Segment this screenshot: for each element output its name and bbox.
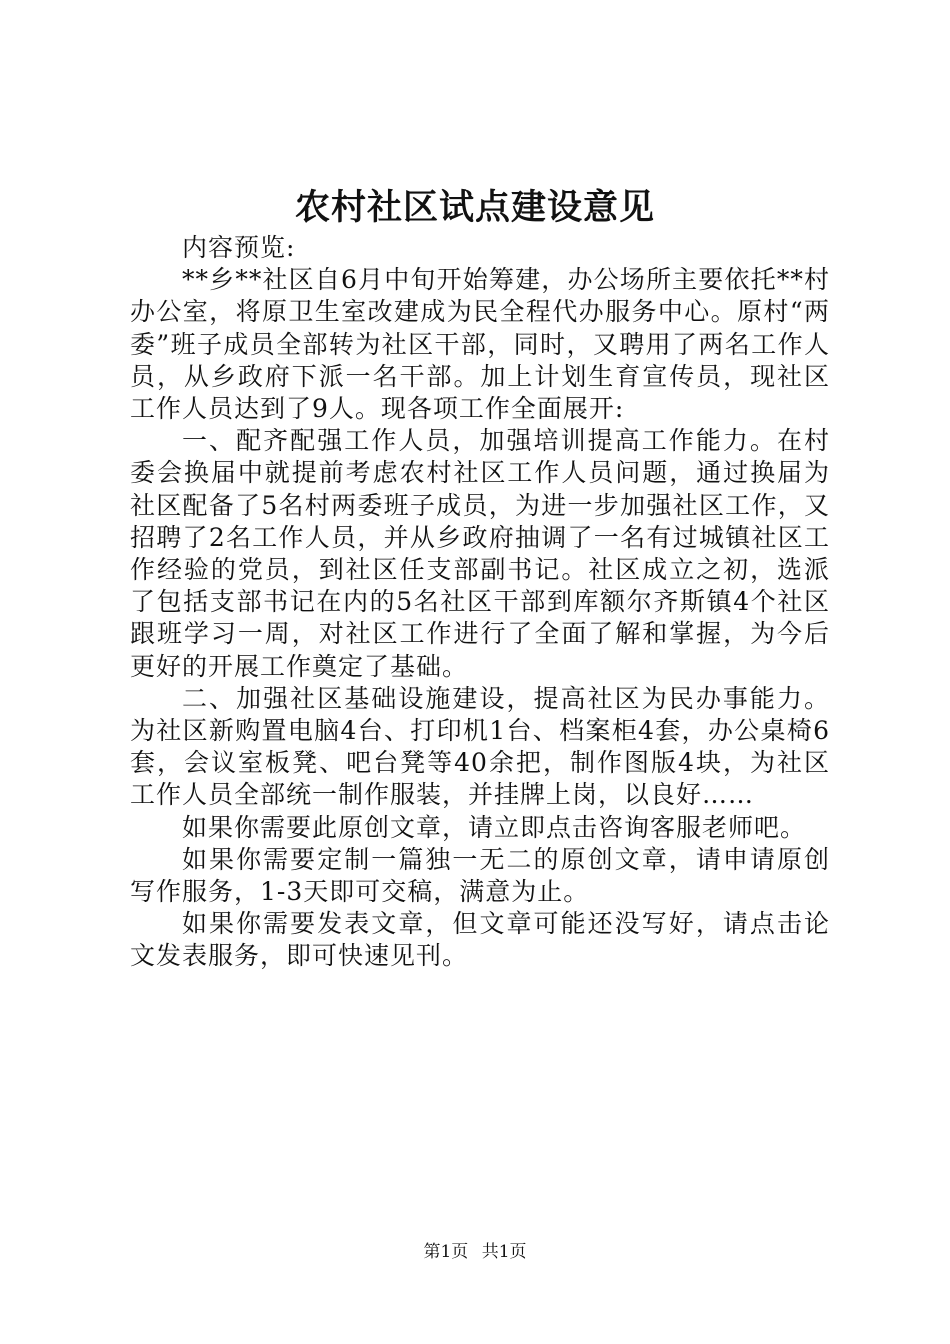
- paragraph-intro: **乡**社区自6月中旬开始筹建，办公场所主要依托**村办公室，将原卫生室改建成为民全程代办服务中心。原村“两委”班子成员全部转为社区干部，同时，又聘用了两名工作人员，从乡政府下派一名干部。加上计划生育宣传员，现社区工作人员达到了9人。现各项工作全面展开:: [130, 265, 830, 424]
- page-number-total: 共1页: [481, 1242, 527, 1262]
- paragraph-custom-writing: 如果你需要定制一篇独一无二的原创文章，请申请原创写作服务，1-3天即可交稿，满意为止。: [130, 844, 830, 907]
- page-footer: [0, 1240, 950, 1264]
- page-number-current: 第1页: [423, 1242, 469, 1262]
- paragraph-publish-service: 如果你需要发表文章，但文章可能还没写好，请点击论文发表服务，即可快速见刊。: [130, 909, 830, 971]
- paragraph-consult-service: 如果你需要此原创文章，请立即点击咨询客服老师吧。: [182, 812, 807, 842]
- document-title: 农村社区试点建设意见: [294, 187, 655, 228]
- document-body: [130, 232, 830, 973]
- paragraph-section-one: 一、配齐配强工作人员，加强培训提高工作能力。在村委会换届中就提前考虑农村社区工作人员问题，通过换届为社区配备了5名村两委班子成员，为进一步加强社区工作，又招聘了2名工作人员，并从乡政府抽调了一名有过城镇社区工作经验的党员，到社区任支部副书记。社区成立之初，选派了包括支部书记在内的5名社区干部到库额尔齐斯镇4个社区跟班学习一周，对社区工作进行了全面了解和掌握，为今后更好的开展工作奠定了基础。: [130, 426, 830, 681]
- preview-label: 内容预览:: [182, 233, 296, 262]
- paragraph-section-two: 二、加强社区基础设施建设，提高社区为民办事能力。为社区新购置电脑4台、打印机1台、档案柜4套，办公桌椅6套，会议室板凳、吧台凳等40余把，制作图版4块，为社区工作人员全部统一制作服装，并挂牌上岗，以良好……: [130, 683, 830, 810]
